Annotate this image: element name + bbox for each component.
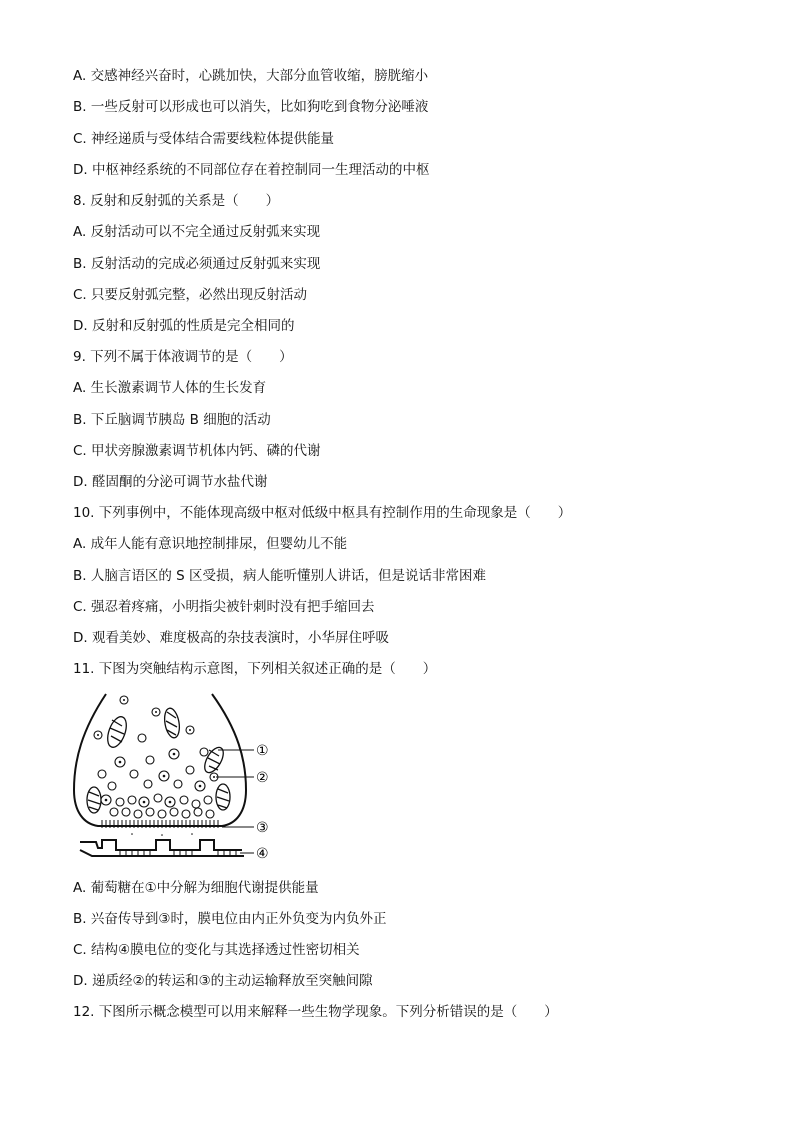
q12-stem: 12. 下图所示概念模型可以用来解释一些生物学现象。下列分析错误的是（ ） bbox=[73, 1004, 558, 1020]
q8-option-c: C. 只要反射弧完整，必然出现反射活动 bbox=[73, 287, 308, 303]
q11-option-a: A. 葡萄糖在①中分解为细胞代谢提供能量 bbox=[73, 880, 319, 896]
q7-option-c: C. 神经递质与受体结合需要线粒体提供能量 bbox=[73, 131, 335, 147]
q8-option-b: B. 反射活动的完成必须通过反射弧来实现 bbox=[73, 256, 321, 272]
q8-stem: 8. 反射和反射弧的关系是（ ） bbox=[73, 193, 280, 209]
synapse-diagram bbox=[72, 690, 277, 865]
q10-option-d: D. 观看美妙、难度极高的杂技表演时，小华屏住呼吸 bbox=[73, 630, 389, 646]
q8-option-d: D. 反射和反射弧的性质是完全相同的 bbox=[73, 318, 295, 334]
q8-option-a: A. 反射活动可以不完全通过反射弧来实现 bbox=[73, 224, 321, 240]
label-3: ③ bbox=[256, 820, 269, 836]
label-1: ① bbox=[256, 743, 269, 759]
q10-stem: 10. 下列事例中，不能体现高级中枢对低级中枢具有控制作用的生命现象是（ ） bbox=[73, 505, 572, 521]
q9-option-a: A. 生长激素调节人体的生长发育 bbox=[73, 380, 267, 396]
q9-option-b: B. 下丘脑调节胰岛 B 细胞的活动 bbox=[73, 412, 271, 428]
q9-option-c: C. 甲状旁腺激素调节机体内钙、磷的代谢 bbox=[73, 443, 321, 459]
q11-option-b: B. 兴奋传导到③时，膜电位由内正外负变为内负外正 bbox=[73, 911, 387, 927]
q9-stem: 9. 下列不属于体液调节的是（ ） bbox=[73, 349, 293, 365]
q7-option-b: B. 一些反射可以形成也可以消失，比如狗吃到食物分泌唾液 bbox=[73, 99, 429, 115]
label-2: ② bbox=[256, 770, 269, 786]
q11-option-c: C. 结构④膜电位的变化与其选择透过性密切相关 bbox=[73, 942, 360, 958]
q10-option-b: B. 人脑言语区的 S 区受损，病人能听懂别人讲话，但是说话非常困难 bbox=[73, 568, 486, 584]
q10-option-a: A. 成年人能有意识地控制排尿，但婴幼儿不能 bbox=[73, 536, 348, 552]
q9-option-d: D. 醛固酮的分泌可调节水盐代谢 bbox=[73, 474, 268, 490]
label-4: ④ bbox=[256, 846, 269, 862]
q11-option-d: D. 递质经②的转运和③的主动运输释放至突触间隙 bbox=[73, 973, 373, 989]
q10-option-c: C. 强忍着疼痛，小明指尖被针刺时没有把手缩回去 bbox=[73, 599, 375, 615]
q7-option-a: A. 交感神经兴奋时，心跳加快，大部分血管收缩，膀胱缩小 bbox=[73, 68, 429, 84]
q7-option-d: D. 中枢神经系统的不同部位存在着控制同一生理活动的中枢 bbox=[73, 162, 430, 178]
q11-stem: 11. 下图为突触结构示意图，下列相关叙述正确的是（ ） bbox=[73, 661, 437, 677]
